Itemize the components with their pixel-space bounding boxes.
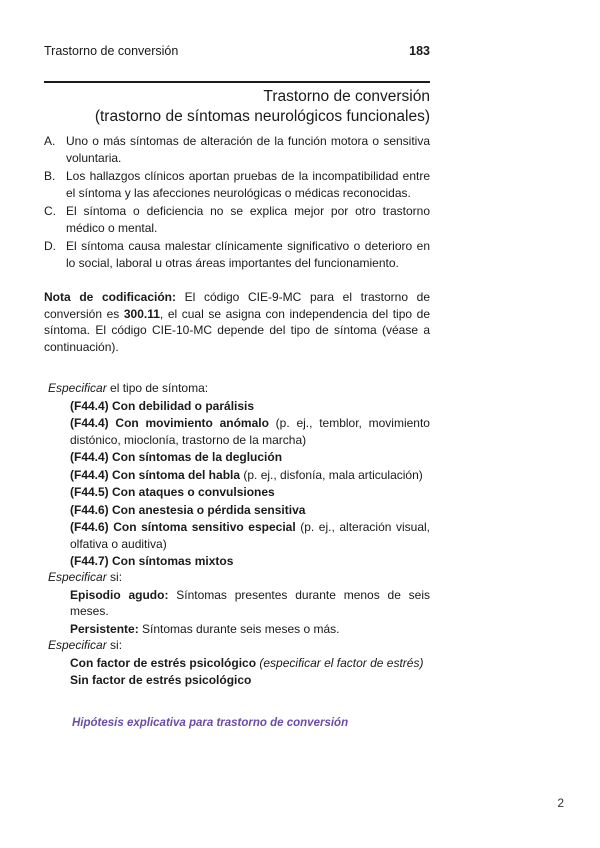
viewer-page-number: 2 <box>557 796 564 810</box>
section-heading <box>44 87 430 127</box>
criterion-text: Los hallazgos clínicos aportan pruebas de la incompatibilidad entre el síntoma y las afecciones neurológicas o médicas reconocidas. <box>66 169 430 200</box>
specify-lead-em: Especificar <box>48 570 107 584</box>
coding-note-label: Nota de codificación: <box>44 290 176 304</box>
coding-note-code: 300.11 <box>123 306 160 321</box>
heading-line-2: (trastorno de síntomas neurológicos funcionales) <box>94 108 430 125</box>
symptom-type-item <box>48 449 430 466</box>
specify-lead <box>48 380 430 397</box>
heading-line-1: Trastorno de conversión <box>263 88 430 105</box>
section-rule <box>44 81 430 83</box>
criterion-d <box>44 238 430 271</box>
coding-note-text-2: , el cual se asigna con independencia del tipo de síntoma. El código CIE-10-MC depende del tipo de síntoma (véase a continuación). <box>44 306 431 354</box>
symptom-type-note: (p. ej., disfonía, mala articulación) <box>240 467 423 482</box>
specify-lead <box>48 569 430 586</box>
specify-lead <box>48 637 430 654</box>
symptom-type-item <box>48 467 430 484</box>
criterion-letter: B. <box>44 169 56 183</box>
duration-label: Persistente: <box>70 621 139 636</box>
diagnostic-criteria <box>44 133 430 273</box>
symptom-type-item <box>48 519 430 552</box>
symptom-type-label: (F44.7) Con síntomas mixtos <box>70 554 234 568</box>
hypothesis-link[interactable]: Hipótesis explicativa para trastorno de conversión <box>72 717 349 729</box>
coding-note-text-1: El código CIE-9-MC para el trastorno de conversión es <box>44 290 430 321</box>
symptom-type-note: (p. ej., temblor, movimiento distónico, mioclonía, trastorno de la marcha) <box>70 416 430 447</box>
duration-item <box>48 587 430 620</box>
symptom-type-label: (F44.4) Con debilidad o parálisis <box>70 398 255 413</box>
criterion-text: El síntoma causa malestar clínicamente significativo o deterioro en lo social, laboral u otras áreas importantes del funcionamiento. <box>66 239 430 270</box>
specify-lead-rest: el tipo de síntoma: <box>106 381 209 395</box>
symptom-type-item <box>48 484 430 501</box>
symptom-type-note: (p. ej., alteración visual, olfativa o auditiva) <box>70 520 430 551</box>
specify-lead-rest: si: <box>106 638 123 652</box>
specify-lead-em: Especificar <box>48 638 107 652</box>
stressor-note: (especificar el factor de estrés) <box>256 655 424 670</box>
duration-note: Síntomas presentes durante menos de seis meses. <box>70 587 430 618</box>
symptom-type-item <box>48 553 430 570</box>
criterion-c <box>44 203 430 236</box>
symptom-type-label: (F44.4) Con movimiento anómalo <box>70 416 269 430</box>
specify-stressor <box>48 637 430 690</box>
stressor-item <box>48 655 430 672</box>
duration-label: Episodio agudo: <box>70 587 169 602</box>
running-title: Trastorno de conversión <box>44 44 179 58</box>
symptom-type-item <box>48 415 430 448</box>
symptom-type-label: (F44.6) Con síntoma sensitivo especial <box>70 520 296 534</box>
criterion-letter: A. <box>44 134 56 148</box>
symptom-type-label: (F44.6) Con anestesia o pérdida sensitiva <box>70 502 306 517</box>
specify-duration <box>48 569 430 638</box>
criterion-b <box>44 168 430 201</box>
duration-item <box>48 621 430 638</box>
criterion-letter: C. <box>44 204 56 218</box>
stressor-label: Con factor de estrés psicológico <box>70 655 257 670</box>
criterion-letter: D. <box>44 239 56 253</box>
stressor-label: Sin factor de estrés psicológico <box>70 673 252 687</box>
symptom-type-item <box>48 502 430 519</box>
specify-lead-rest: si: <box>106 570 123 584</box>
specify-lead-em: Especificar <box>48 381 107 395</box>
symptom-type-label: (F44.5) Con ataques o convulsiones <box>70 485 275 499</box>
symptom-type-item <box>48 398 430 415</box>
stressor-item <box>48 672 430 689</box>
criterion-a <box>44 133 430 166</box>
criterion-text: El síntoma o deficiencia no se explica mejor por otro trastorno médico o mental. <box>66 204 430 235</box>
duration-note: Síntomas durante seis meses o más. <box>138 621 340 636</box>
coding-note <box>44 289 430 355</box>
criterion-text: Uno o más síntomas de alteración de la función motora o sensitiva voluntaria. <box>66 134 430 165</box>
symptom-type-label: (F44.4) Con síntoma del habla <box>70 467 241 482</box>
book-page-number: 183 <box>409 44 430 58</box>
symptom-type-label: (F44.4) Con síntomas de la deglución <box>70 450 283 464</box>
specify-symptom-type <box>48 380 430 571</box>
